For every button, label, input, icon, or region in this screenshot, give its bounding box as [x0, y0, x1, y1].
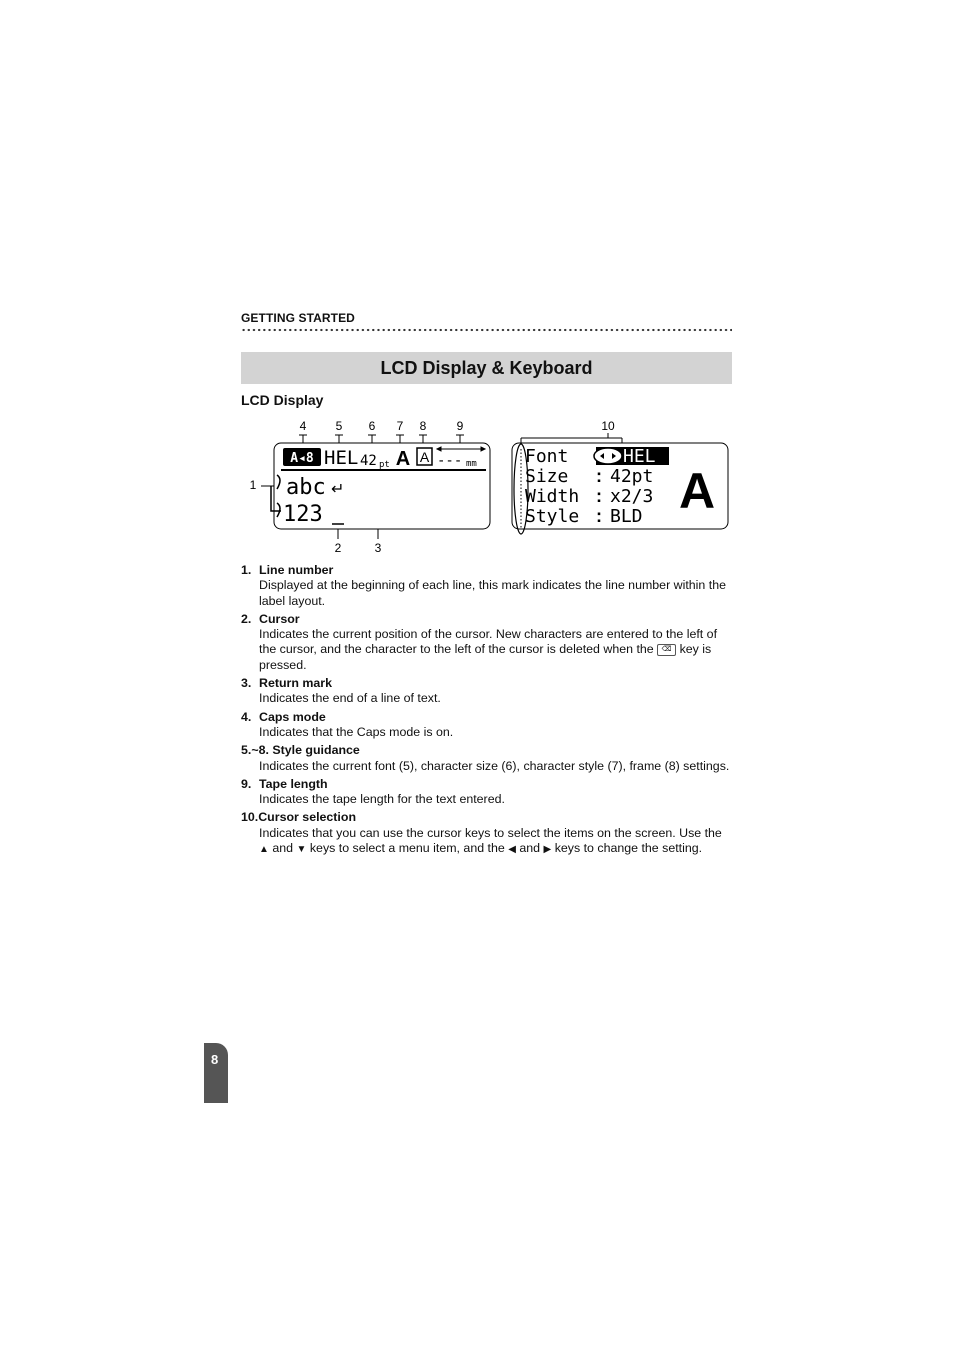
tape-unit: mm: [466, 459, 477, 469]
menu-label-size: Size: [525, 466, 569, 487]
item-title: Return mark: [259, 676, 332, 691]
item-number: 4.: [241, 709, 252, 724]
text-line-1: abc: [286, 475, 326, 500]
size-indicator: 42: [360, 453, 377, 469]
list-item: [241, 777, 733, 808]
right-arrow-key-icon: ▶: [543, 844, 552, 856]
callout-4: 4: [299, 419, 307, 433]
menu-label-style: Style: [525, 506, 580, 527]
section-label: GETTING STARTED: [241, 311, 355, 325]
page-number: 8: [211, 1052, 219, 1067]
list-item: [241, 743, 733, 774]
up-arrow-key-icon: ▲: [259, 844, 269, 856]
item-title: Caps mode: [259, 709, 326, 724]
size-unit: pt: [379, 460, 390, 470]
page-title: LCD Display & Keyboard: [380, 357, 593, 378]
list-item: [241, 710, 733, 741]
menu-value-style: BLD: [610, 506, 643, 527]
item-body: Indicates the current font (5), character size (6), character style (7), frame (8) settings.: [259, 758, 730, 773]
menu-value-width: x2/3: [610, 486, 654, 507]
item-body-text: key is pressed.: [259, 642, 712, 672]
svg-text::: :: [596, 486, 602, 506]
item-body-text: and: [519, 841, 541, 856]
item-body: Indicates the end of a line of text.: [259, 691, 441, 706]
font-indicator: HEL: [324, 447, 359, 469]
callout-5: 5: [335, 419, 343, 433]
callout-9: 9: [456, 419, 464, 433]
item-title: Cursor selection: [258, 810, 357, 825]
item-title: Style guidance: [272, 743, 360, 758]
list-item: [241, 676, 733, 707]
list-item: [241, 563, 733, 609]
menu-label-font: Font: [525, 446, 569, 467]
callout-3: 3: [374, 541, 382, 555]
backspace-key-icon: ⌫: [657, 644, 676, 656]
item-body: Indicates the tape length for the text entered.: [259, 792, 505, 807]
style-preview: A: [678, 463, 716, 519]
frame-indicator: A: [419, 449, 430, 465]
item-body: [241, 627, 733, 673]
title-bar: [241, 352, 732, 384]
page-number-tab: [204, 1043, 228, 1103]
item-body: [241, 826, 733, 858]
callout-1: 1: [249, 478, 257, 492]
list-item: [241, 612, 733, 673]
item-body: Indicates that the Caps mode is on.: [259, 724, 454, 739]
item-number: 10.: [241, 810, 259, 825]
item-number: 2.: [241, 611, 252, 626]
item-body-text: and: [272, 841, 294, 856]
menu-label-width: Width: [525, 486, 580, 507]
item-number: 1.: [241, 563, 252, 577]
item-body-text: Indicates that you can use the cursor keys to select the items on the screen. Use the: [259, 825, 722, 840]
menu-value-font: HEL: [623, 446, 656, 467]
item-title: Tape length: [259, 776, 328, 791]
tape-length: ---: [437, 453, 463, 469]
item-body-text: keys to select a menu item, and the: [309, 841, 505, 856]
dotted-divider: [241, 328, 732, 332]
subsection-heading: LCD Display: [241, 392, 324, 408]
callout-10: 10: [601, 419, 615, 433]
return-mark: ↵: [331, 481, 345, 498]
menu-value-size: 42pt: [610, 466, 654, 487]
callout-7: 7: [396, 419, 404, 433]
callout-2: 2: [334, 541, 342, 555]
callout-6: 6: [368, 419, 376, 433]
selection-arrows-oval: [594, 448, 622, 464]
item-list: [241, 563, 733, 860]
item-number: 9.: [241, 776, 252, 791]
item-body-text: Indicates the current position of the cursor. New characters are entered to the left of the cursor, and the character to the left of the cursor is deleted when the: [259, 627, 718, 657]
left-arrow-key-icon: ◀: [508, 844, 516, 856]
item-body: Displayed at the beginning of each line, this mark indicates the line number within the label layout.: [259, 578, 726, 608]
callout-8: 8: [419, 419, 427, 433]
text-line-2: 123: [283, 502, 323, 527]
down-arrow-key-icon: ▼: [296, 844, 307, 856]
lcd-diagram: [241, 415, 733, 560]
style-indicator: A: [395, 448, 411, 470]
svg-text::: :: [596, 466, 602, 486]
menu-colons: [596, 466, 602, 526]
svg-text::: :: [596, 506, 602, 526]
list-item: [241, 810, 733, 857]
item-number: 5.~8.: [241, 743, 269, 758]
item-title: Cursor: [259, 611, 300, 626]
item-number: 3.: [241, 676, 252, 691]
item-body-text: keys to change the setting.: [554, 841, 703, 856]
caps-mode-text: A◂8: [290, 451, 314, 466]
item-title: Line number: [259, 563, 334, 577]
